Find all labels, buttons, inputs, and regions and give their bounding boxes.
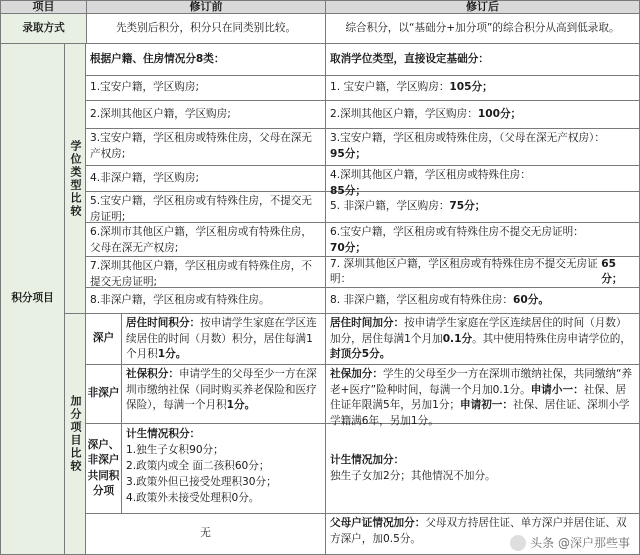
bonus-after-body: 父母双方持居住证、单方深户并居住证、双方深户，加0.5分。 [330, 517, 627, 545]
bonus-before-item: 3.政策外但已接受处理积30分； [126, 476, 277, 488]
bonus-before-item: 1.独生子女积90分； [126, 444, 224, 456]
bonus-label-text: 加分项目比较 [69, 395, 82, 473]
watermark [510, 534, 630, 551]
category-before-7: 7.深圳其他区户籍，学区租房或有特殊住房，不提交无房证明; [90, 260, 312, 288]
category-after-text: 7. 深圳其他区户籍，学区租房或有特殊住房不提交无房证明： [330, 257, 598, 285]
category-after-text: 8. 非深户籍，学区租房或有特殊住房： [330, 293, 513, 306]
bonus-before-residence [122, 314, 325, 364]
category-before-2: 2.深圳其他区户籍，学区购房; [90, 107, 231, 120]
admission-before: 先类别后积分，积分只在同类别比较。 [115, 21, 297, 34]
bonus-after-body: 按申请学生家庭在学区连续居住的时间（月数）加分，居住每满1个月加 [330, 317, 627, 345]
points-label: 积分项目 [1, 44, 64, 554]
category-after-6 [326, 223, 639, 256]
bonus-before-body: 按申请学生家庭在学区连续居住的时间（月数）积分，居住每满1个月积 [126, 317, 317, 360]
category-before-1: 1.宝安户籍，学区购房; [90, 81, 200, 94]
category-after-score: 100分； [477, 107, 522, 120]
bonus-after-title: 父母户证情况加分： [330, 517, 426, 529]
bonus-after-residence [326, 314, 639, 364]
category-after-score: 75分； [449, 200, 486, 213]
bonus-after-body2: 社保、居住证年限满5年，另加1分； [330, 383, 627, 411]
category-after-score: 85分； [330, 184, 366, 197]
bonus-after-bold3: 申请初一： [460, 399, 513, 411]
bonus-label [65, 314, 85, 554]
category-after-text: 3.宝安户籍，学区租房或特殊住房，（父母在深无产权房）： [330, 132, 605, 144]
bonus-after-social [326, 365, 639, 427]
bonus-after-body3: 社保、居住证、深圳小学学籍满6年，另加1分。 [330, 399, 630, 427]
category-after-8 [326, 288, 639, 313]
category-after-2 [326, 101, 639, 128]
bonus-before-item: 4.政策外未接受处理积0分。 [126, 492, 260, 504]
account-avatar-icon [510, 535, 526, 551]
category-after-text: 1. 宝安户籍，学区购房： [330, 81, 450, 94]
bonus-after-title: 计生情况加分： [330, 454, 405, 466]
bonus-before-body: 申请学生的父母至少一方在深圳市缴纳社保（同时购买养老保险和医疗保险），每满一个月积 [126, 368, 317, 411]
bonus-after-bold2: 申请小一： [530, 383, 584, 396]
category-after-text: 5. 非深户籍，学区购房： [330, 200, 450, 213]
bonus-after-num: 0.1分 [442, 332, 473, 345]
school-category-label [65, 44, 85, 313]
bonus-group-common: 深户、非深户共同积分项 [87, 438, 120, 497]
bonus-group-shenzhen-hukou: 深户 [92, 332, 115, 345]
admission-after: 综合积分，以“基础分+加分项”的综合积分从高到低录取。 [345, 21, 620, 34]
category-after-score: 70分； [330, 241, 366, 254]
category-before-3: 3.宝安户籍，学区租房或特殊住房，父母在深无产权房; [90, 132, 312, 160]
bonus-before-tail: 1分。 [226, 399, 256, 411]
bonus-before-family-planning [122, 424, 325, 513]
bonus-before-social [122, 365, 325, 423]
category-after-7 [326, 257, 639, 287]
bonus-group-non-shenzhen: 非深户 [87, 387, 120, 400]
bonus-after-title: 居住时间加分： [330, 317, 405, 329]
category-before-4: 4.非深户籍，学区购房; [90, 171, 200, 184]
category-after-score: 65分； [601, 257, 623, 285]
school-category-text: 学位类型比较 [69, 139, 82, 218]
bonus-after-tail: 封顶分5分。 [330, 348, 391, 360]
category-before-6: 6.深圳市其他区户籍，学区租房或有特殊住房，父母在深无产权房; [90, 226, 312, 254]
header-after: 修订后 [326, 1, 639, 13]
category-after-5 [326, 192, 639, 222]
bonus-before-item: 2.政策内或全 面二孩积60分； [126, 460, 270, 472]
bonus-after-family-planning [326, 424, 639, 513]
category-after-text: 2.深圳其他区户籍，学区购房： [330, 107, 478, 120]
category-before-5: 5.宝安户籍，学区租房或有特殊住房，不提交无房证明; [90, 195, 312, 223]
bonus-before-none: 无 [200, 527, 211, 540]
categories-after-header: 取消学位类型，直接设定基础分： [330, 52, 489, 65]
category-after-text: 4.深圳其他区户籍，学区租房或特殊住房： [330, 169, 531, 181]
header-item: 项目 [1, 1, 86, 13]
bonus-before-title: 计生情况积分： [126, 428, 201, 440]
category-after-text: 6.宝安户籍，学区租房或有特殊住房不提交无房证明： [330, 226, 584, 238]
category-after-score: 95分； [330, 147, 366, 160]
category-after-score: 60分。 [512, 293, 549, 306]
bonus-after-mid: 。其中使用特殊住房申请学位的， [472, 332, 631, 345]
watermark-text: 头条 @深户那些事 [530, 536, 630, 550]
bonus-before-title: 居住时间积分： [126, 317, 201, 329]
bonus-before-title: 社保积分： [126, 368, 179, 380]
bonus-after-body: 学生的父母至少一方在深圳市缴纳社保，共同缴纳“养老+医疗”险种时间，每满一个月加0.1分。 [330, 368, 633, 396]
admission-label: 录取方式 [1, 14, 86, 43]
category-after-1 [326, 76, 639, 100]
category-after-4 [326, 166, 639, 197]
categories-before-header: 根据户籍、住房情况分8类： [90, 52, 225, 65]
bonus-after-body: 独生子女加2分；其他情况不加分。 [330, 469, 496, 482]
category-after-score: 105分； [449, 81, 493, 94]
category-before-8: 8.非深户籍，学区租房或有特殊住房。 [90, 293, 270, 306]
category-after-3 [326, 129, 639, 165]
bonus-before-tail: 1分。 [157, 348, 187, 360]
bonus-after-title: 社保加分： [330, 368, 383, 380]
header-before: 修订前 [87, 1, 325, 13]
